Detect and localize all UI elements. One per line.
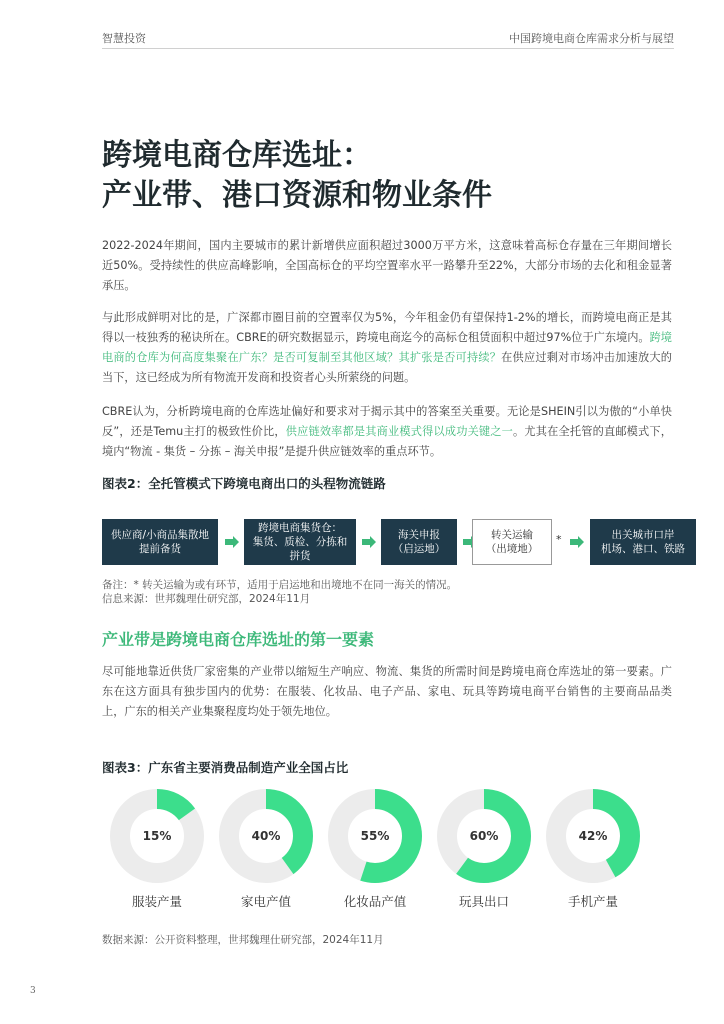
donut-percent-label: 15% <box>142 829 172 843</box>
paragraph-2-part3: 在供应过剩对市场冲击加速放大的当下，这已经成为所有物流开发商和投资者心头所萦绕的问题。 <box>102 351 672 384</box>
flow-step-customs-line2: （启运地） <box>392 543 446 555</box>
paragraph-3-part1: CBRE认为，分析跨境电商的仓库选址偏好和要求对于揭示其中的答案至关重要。无论是SHEIN引以为傲的“小单快反”，还是Temu主打的极致性价比， <box>102 405 672 438</box>
donut-chart-item <box>538 786 648 910</box>
arrow-right-icon <box>362 536 376 548</box>
flow-step-exit-port <box>590 519 696 565</box>
donut-chart <box>216 786 316 886</box>
figure3-title: 图表3：广东省主要消费品制造产业全国占比 <box>102 760 349 775</box>
donut-chart-item <box>102 786 212 910</box>
donut-chart <box>325 786 425 886</box>
paragraph-3-part3: 。尤其在全托管的直邮模式下，境内“物流 - 集货 – 分拣 – 海关申报”是提升供应链效率的重点环节。 <box>102 425 672 458</box>
flow-step-consolidation-line3: 拼货 <box>289 550 311 562</box>
page-title-line2: 产业带、港口资源和物业条件 <box>102 178 492 213</box>
figure2-title: 图表2：全托管模式下跨境电商出口的头程物流链路 <box>102 476 386 491</box>
flow-step-exit-line2: 机场、港口、铁路 <box>601 543 685 555</box>
paragraph-2-highlight: 跨境电商的仓库为何高度集聚在广东？是否可复制至其他区域？其扩张是否可持续？ <box>102 331 672 364</box>
donut-chart <box>107 786 207 886</box>
flow-step-transit-transport <box>472 519 552 565</box>
logistics-flow-diagram <box>102 519 685 565</box>
flow-step-transit-asterisk: * <box>556 533 562 546</box>
figure2-note: 备注：* 转关运输为或有环节，适用于启运地和出境地不在同一海关的情况。 <box>102 579 458 591</box>
page-title-line1: 跨境电商仓库选址： <box>102 138 372 173</box>
flow-step-exit-line1: 出关城市口岸 <box>611 529 675 541</box>
flow-step-supplier-line1: 供应商/小商品集散地 <box>110 529 210 541</box>
donut-category-label: 手机产量 <box>567 894 618 909</box>
flow-step-consolidation-warehouse <box>244 519 356 565</box>
flow-step-customs-line1: 海关申报 <box>398 529 440 541</box>
donut-percent-label: 60% <box>469 829 499 843</box>
header-report-title: 中国跨境电商仓库需求分析与展望 <box>509 32 674 45</box>
donut-chart-item <box>320 786 430 910</box>
donut-percent-label: 55% <box>360 829 390 843</box>
paragraph-3 <box>102 402 672 462</box>
donut-category-label: 玩具出口 <box>458 894 509 909</box>
donut-charts <box>102 786 662 916</box>
donut-category-label: 服装产量 <box>131 894 182 909</box>
page-title <box>102 136 492 216</box>
donut-chart <box>434 786 534 886</box>
donut-percent-label: 40% <box>251 829 281 843</box>
donut-category-label: 家电产值 <box>240 894 291 909</box>
flow-step-supplier-line2: 提前备货 <box>138 543 181 555</box>
flow-step-transit-line1: 转关运输 <box>491 529 533 541</box>
flow-step-transit-line2: （出境地） <box>485 543 539 555</box>
paragraph-2 <box>102 308 672 388</box>
paragraph-1: 2022-2024年期间，国内主要城市的累计新增供应面积超过3000万平方米，这意味着高标仓存量在三年期间增长近50%。受持续性的供应高峰影响，全国高标仓的平均空置率水平一路攀升至22%，大部分市场的去化和租金显著承压。 <box>102 239 672 292</box>
figure3-source: 数据来源：公开资料整理，世邦魏理仕研究部，2024年11月 <box>102 934 384 946</box>
donut-chart <box>543 786 643 886</box>
flow-step-supplier <box>102 519 218 565</box>
donut-percent-label: 42% <box>578 829 608 843</box>
flow-step-customs-declaration <box>381 519 457 565</box>
header-brand: 智慧投资 <box>102 32 146 45</box>
paragraph-4: 尽可能地靠近供货厂家密集的产业带以缩短生产响应、物流、集货的所需时间是跨境电商仓库选址的第一要素。广东在这方面具有独步国内的优势：在服装、化妆品、电子产品、家电、玩具等跨境电商平台销售的主要商品品类上，广东的相关产业集聚程度均处于领先地位。 <box>102 665 672 718</box>
flow-step-consolidation-line2: 集货、质检、分拣和 <box>252 536 348 548</box>
paragraph-3-highlight: 供应链效率都是其商业模式得以成功关键之一 <box>285 425 514 438</box>
donut-category-label: 化妆品产值 <box>343 894 407 909</box>
header-divider <box>102 48 674 49</box>
section-heading: 产业带是跨境电商仓库选址的第一要素 <box>102 630 375 649</box>
donut-chart-item <box>211 786 321 910</box>
page-number: 3 <box>30 986 36 996</box>
arrow-right-icon <box>570 536 584 548</box>
arrow-right-icon <box>225 536 239 548</box>
paragraph-2-part1: 与此形成鲜明对比的是，广深都市圈目前的空置率仅为5%，今年租金仍有望保持1-2%的增长，而跨境电商正是其得以一枝独秀的秘诀所在。CBRE的研究数据显示，跨境电商迄今的高标仓租赁面积中超过97%位于广东境内。 <box>102 311 672 344</box>
figure2-source: 信息来源：世邦魏理仕研究部，2024年11月 <box>102 593 311 605</box>
flow-step-consolidation-line1: 跨境电商集货仓： <box>258 522 342 534</box>
donut-chart-item <box>429 786 539 910</box>
